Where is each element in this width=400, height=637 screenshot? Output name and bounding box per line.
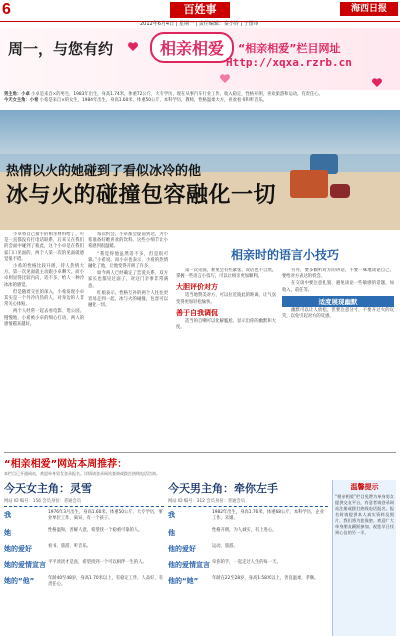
heart-icon [220, 68, 230, 77]
article-column-4 [282, 268, 394, 448]
profile-label: 她 [4, 529, 11, 537]
article-photo [0, 110, 400, 230]
promo-url[interactable]: Http://xqxa.rzrb.cn [226, 56, 352, 69]
profile-value: 1982年出生，身高1.76米，体重68公斤，本科学历，企业工作，未婚。 [212, 510, 324, 521]
bag-illustration [330, 184, 350, 198]
profile-value: 牵你的手，一起走过人生的每一天。 [212, 560, 281, 565]
profile-value: 年龄40至48岁，身高1.70米以上，有稳定工作，人品好，有责任心。 [48, 576, 164, 587]
profile-card-female [4, 480, 164, 636]
website-notice [4, 452, 396, 478]
profile-value: 性格开朗，为人诚实，有上进心。 [212, 528, 277, 533]
profile-label: 我 [168, 511, 175, 519]
paragraph: 另外，要多倾听对方的讲话，不要一味地谈论自己，要给对方表达的机会。 [282, 268, 394, 280]
article-column-3 [176, 268, 276, 448]
profile-row [4, 544, 164, 554]
profile-value: 平平淡淡才是真，希望找到一个可以相伴一生的人。 [48, 560, 147, 565]
tip-box-title: 适度展现幽默 [282, 296, 394, 307]
sidebar-body: “相亲相爱”栏目免费为单身男女提供交友平台，有意者请登录网站注册或拨打热线电话报名。报名时请提供本人真实资料及照片，我们将为您保密。欢迎广大单身朋友踊跃参加，祝您早日找到心仪的另一半。 [335, 494, 394, 535]
column-banner [0, 28, 400, 90]
bio-female [4, 98, 396, 104]
profile-label: 她的“他” [4, 577, 35, 585]
column-logo: 相亲相爱 [150, 32, 234, 63]
profile-value: 看书、旅游、听音乐。 [48, 544, 91, 549]
page-number: 6 [2, 1, 11, 18]
tips-sidebar [332, 480, 396, 636]
suitcase-illustration [290, 170, 328, 198]
bio-text: 小希是来自×的女生，1984年出生，身高1.60米，体重50公斤，本科学历，教师，性格温柔大方，喜欢看书和听音乐。 [39, 98, 267, 103]
article-column-1 [4, 232, 84, 448]
subheading: 善于自我调侃 [176, 308, 218, 317]
paragraph: 红娘表示，性格互补的两个人往往更容易走到一起，冰与火的碰撞，包容可以融化一切。 [88, 290, 168, 309]
profile-label: 他的爱好 [168, 545, 196, 553]
profile-meta: 网站 ID 编号：156 会员身份：普通会员 [4, 498, 164, 507]
profile-value: 1976年3月出生，身高1.60米，体重50公斤，大专学历，事业单位工作，离异，有一个孩子。 [48, 510, 163, 521]
profile-label: 她的爱情宣言 [4, 561, 46, 569]
profile-label: 他的爱情宣言 [168, 561, 210, 569]
bio-text: 小卓是来自×的男生，1983年出生，身高1.74米，体重72公斤，大专学历，现在从事汽车行业工作，收入稳定，性格开朗，喜欢旅游和运动，有责任心。 [31, 92, 323, 97]
profile-row [4, 576, 164, 588]
paragraph: 第一次见面，难免会有些紧张，说话也不自然。掌握一些语言小技巧，可以让相亲更加顺利。 [176, 268, 276, 280]
profile-value: 性格温和，善解人意，希望找一个稳重可靠的人。 [48, 528, 143, 533]
heart-icon [128, 36, 138, 45]
profile-row [4, 528, 164, 538]
bio-name: 男主角：小卓 [4, 92, 30, 97]
notice-body: 本栏目已开通网站，欢迎单身男女登录报名。详情请登录网站查询或拨打热线电话咨询。 [4, 471, 160, 476]
paragraph: “我觉得他虽然话不多，但是很可靠。”小希说。而小卓也表示，小希的热情融化了他，让他变得开朗了许多。 [88, 251, 168, 270]
profile-label: 我 [4, 511, 11, 519]
profile-row [168, 560, 328, 570]
profile-value: 年龄在22至28岁，身高1.58米以上，善良温柔，孝顺。 [212, 576, 319, 581]
profile-label: 他的“她” [168, 577, 199, 585]
paragraph: 小卓将自己接手的相亲材料给了，可是一直都没有打电话联系，后来又在我们的会面中碰到了彼此，这个小卓是在我们家门口见面的，两个人第一次的见面就感觉很不错。 [4, 232, 84, 262]
subheading: 大胆评价对方 [176, 283, 218, 292]
bio-name: 今天女主角：小希 [4, 98, 39, 103]
article-column-2 [88, 232, 168, 448]
profile-row [168, 510, 328, 522]
masthead-logo: 海西日报 [340, 2, 398, 16]
banner-slogan: 周一，与您有约 [8, 40, 114, 58]
profile-row [168, 576, 328, 586]
promo-line-1: “相亲相爱”栏目网址 [238, 42, 341, 55]
page-header [0, 0, 400, 22]
profile-row [4, 560, 164, 570]
paragraph: 每次约会，小卓都会提前到达，为小希准备好她喜欢的饮料。这些小细节让小希感到很温暖。 [88, 232, 168, 250]
paragraph: 两个人经常一起去看电影、逛公园。慢慢地，小希被小卓的细心打动，两人的感情越来越好。 [4, 309, 84, 327]
profile-title: 今天女主角：灵雪 [4, 482, 92, 495]
profile-row [168, 528, 328, 538]
paragraph: 适当地赞美对方，可以拉近彼此的距离，让气氛变得更加轻松愉快。 [176, 293, 276, 305]
section-title: 百姓事 [170, 2, 230, 18]
profile-row [168, 544, 328, 554]
paragraph: 但是随着交往的深入，小希发现小卓其实是一个外冷内热的人，对身边的人非常关心体贴。 [4, 289, 84, 308]
headline-small: 热情以火的她碰到了看似冰冷的他 [6, 164, 202, 179]
notice-title: “相亲相爱”网站本周推荐： [4, 459, 128, 470]
profile-meta: 网站 ID 编号：312 会员身份：普通会员 [168, 498, 328, 507]
profile-title: 今天男主角：牵你左手 [168, 482, 278, 495]
date-line: 2012年6月4日 | 星期一 | 责任编辑：秦小铃 | 子图审 [140, 21, 259, 27]
profile-row [4, 510, 164, 522]
profile-value: 运动、旅游。 [212, 544, 238, 549]
bio-block [4, 92, 396, 104]
paragraph: 幽默可以让人放松，但要注意分寸，不要开过火的玩笑，以免引起对方的反感。 [282, 307, 394, 320]
sidebar-title: 温馨提示 [350, 483, 379, 491]
paragraph: 适当的自嘲可以化解尴尬，显示出你的幽默和大度。 [176, 318, 276, 331]
profile-label: 她的爱好 [4, 545, 32, 553]
paragraph: 如今两人已经确定了恋爱关系，双方家长也都见过面了，对这门亲事非常满意。 [88, 271, 168, 289]
paragraph: 小希的性格比较开朗，待人热情大方。第一次见面就主动跟小卓聊天。而小卓则显得比较内向，话不多，给人一种冷冰冰的感觉。 [4, 264, 84, 288]
profile-card-male [168, 480, 328, 636]
heart-icon [372, 72, 382, 81]
profile-label: 他 [168, 529, 175, 537]
headline-large: 冰与火的碰撞包容融化一切 [6, 183, 277, 208]
paragraph: 在交谈中要注意礼貌，避免谈论一些敏感的话题，如收入、前任等。 [282, 281, 394, 293]
sidebar-article-title: 相亲时的语言小技巧 [230, 248, 339, 262]
